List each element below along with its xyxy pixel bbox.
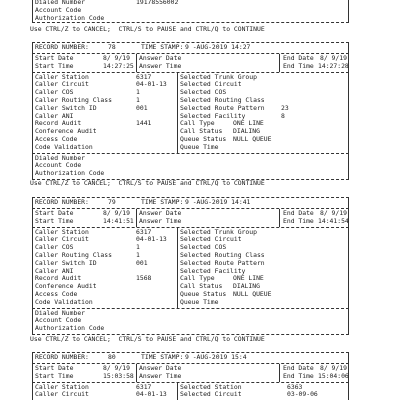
caller-station-label: Caller Station: [35, 227, 89, 236]
caller-station-label: Caller Station: [35, 382, 89, 391]
call-status-value: DIALING: [233, 127, 260, 136]
call-type-label: Call Type: [180, 119, 215, 128]
caller-ani-label: Caller ANI: [35, 266, 74, 275]
caller-routing-class-value: 1: [136, 250, 140, 259]
time-stamp-label: TIME STAMP:: [141, 198, 184, 206]
call-status-label: Call Status: [180, 282, 223, 291]
queue-status-value: NULL QUEUE: [233, 134, 272, 143]
start-time-value: 14:27:25: [103, 61, 134, 70]
time-stamp-value: 9 -AUG-2019 15:4: [185, 353, 247, 361]
record-number-label: RECORD NUMBER:: [35, 198, 89, 206]
selected-route-pattern-value: 23: [281, 103, 289, 112]
dialed-number-label: Dialed Number: [35, 0, 86, 6]
call-status-label: Call Status: [180, 127, 223, 136]
cancel-instruction: Use CTRL/Z to CANCEL; CTRL/S to PAUSE and CTRL/Q to CONTINUE: [30, 179, 265, 187]
dialed-number-label: Dialed Number: [35, 308, 86, 317]
queue-time-label: Queue Time: [180, 142, 219, 151]
access-code-label: Access Code: [35, 134, 78, 143]
selected-route-pattern-label: Selected Route Pattern: [180, 258, 265, 267]
caller-ani-label: Caller ANI: [35, 111, 74, 120]
selected-facility-label: Selected Facility: [180, 266, 246, 275]
record-number-value: 80: [108, 353, 116, 361]
end-time-value: 15:04:06: [318, 371, 349, 380]
end-time-value: 14:27:28: [318, 61, 349, 70]
start-time-value: 15:03:58: [103, 371, 134, 380]
caller-routing-class-value: 1: [136, 95, 140, 104]
end-time-label: End Time: [283, 216, 314, 225]
answer-date-label: Answer Date: [139, 364, 182, 372]
selected-circuit-label: Selected Circuit: [180, 390, 242, 399]
start-time-label: Start Time: [35, 61, 74, 70]
access-code-label: Access Code: [35, 289, 78, 298]
conference-audit-label: Conference Audit: [35, 127, 97, 136]
caller-cos-value: 1: [136, 88, 140, 97]
answer-date-label: Answer Date: [139, 54, 182, 62]
selected-facility-label: Selected Facility: [180, 111, 246, 120]
start-date-label: Start Date: [35, 364, 74, 372]
record-number-label: RECORD NUMBER:: [35, 353, 89, 361]
selected-cos-label: Selected COS: [180, 88, 227, 97]
record-number-value: 78: [108, 43, 116, 51]
caller-routing-class-label: Caller Routing Class: [35, 95, 112, 104]
time-stamp-value: 9 -AUG-2019 14:41: [185, 198, 251, 206]
call-type-value: ONE LINE: [233, 274, 264, 283]
code-validation-label: Code Validation: [35, 142, 93, 151]
cancel-instruction: Use CTRL/Z to CANCEL; CTRL/S to PAUSE and CTRL/Q to CONTINUE: [30, 25, 265, 33]
authorization-code-label: Authorization Code: [35, 169, 105, 178]
authorization-code-label: Authorization Code: [35, 324, 105, 333]
selected-routing-class-label: Selected Routing Class: [180, 95, 265, 104]
cancel-instruction: Use CTRL/Z to CANCEL; CTRL/S to PAUSE and CTRL/Q to CONTINUE: [30, 335, 265, 343]
time-stamp-value: 9 -AUG-2019 14:27: [185, 43, 251, 51]
call-type-label: Call Type: [180, 274, 215, 283]
record-80: [32, 352, 349, 400]
selected-facility-value: 8: [281, 111, 285, 120]
account-code-label: Account Code: [35, 316, 82, 325]
record-79: [32, 197, 349, 335]
caller-circuit-value: 04-01-13: [136, 80, 167, 89]
queue-time-label: Queue Time: [180, 297, 219, 306]
caller-circuit-value: 04-01-13: [136, 235, 167, 244]
record-number-value: 79: [108, 198, 116, 206]
queue-status-label: Queue Status: [180, 134, 227, 143]
answer-date-label: Answer Date: [139, 209, 182, 217]
call-type-value: ONE LINE: [233, 119, 264, 128]
caller-switch-id-value: 001: [136, 103, 148, 112]
selected-routing-class-label: Selected Routing Class: [180, 250, 265, 259]
end-time-label: End Time: [283, 61, 314, 70]
account-code-label: Account Code: [35, 5, 82, 14]
caller-circuit-label: Caller Circuit: [35, 80, 89, 89]
queue-status-label: Queue Status: [180, 289, 227, 298]
start-date-value: 8/ 9/19: [103, 54, 130, 62]
end-date-label: End Date: [283, 54, 314, 62]
start-date-label: Start Date: [35, 54, 74, 62]
caller-routing-class-label: Caller Routing Class: [35, 250, 112, 259]
caller-circuit-label: Caller Circuit: [35, 235, 89, 244]
answer-time-label: Answer Time: [139, 216, 182, 225]
end-time-label: End Time: [283, 371, 314, 380]
selected-station-label: Selected Station: [180, 382, 242, 391]
record-audit-label: Record Audit: [35, 274, 82, 283]
end-date-value: 8/ 9/19: [320, 209, 347, 217]
end-time-value: 14:41:54: [318, 216, 349, 225]
caller-station-label: Caller Station: [35, 72, 89, 81]
caller-circuit-value: 04-01-13: [136, 390, 167, 399]
selected-trunk-group-label: Selected Trunk Group: [180, 72, 257, 81]
caller-switch-id-label: Caller Switch ID: [35, 103, 97, 112]
start-date-label: Start Date: [35, 209, 74, 217]
start-time-value: 14:41:51: [103, 216, 134, 225]
caller-station-value: 6317: [136, 382, 152, 391]
record-number-label: RECORD NUMBER:: [35, 43, 89, 51]
start-time-label: Start Time: [35, 216, 74, 225]
selected-circuit-value: 03-09-06: [287, 390, 318, 399]
caller-cos-value: 1: [136, 243, 140, 252]
time-stamp-label: TIME STAMP:: [141, 43, 184, 51]
caller-cos-label: Caller COS: [35, 243, 74, 252]
code-validation-label: Code Validation: [35, 297, 93, 306]
conference-audit-label: Conference Audit: [35, 282, 97, 291]
start-time-label: Start Time: [35, 371, 74, 380]
caller-cos-label: Caller COS: [35, 88, 74, 97]
dialed-number-value: 19178556002: [136, 0, 179, 6]
caller-switch-id-value: 001: [136, 258, 148, 267]
caller-circuit-label: Caller Circuit: [35, 390, 89, 399]
queue-status-value: NULL QUEUE: [233, 289, 272, 298]
answer-time-label: Answer Time: [139, 61, 182, 70]
selected-trunk-group-label: Selected Trunk Group: [180, 227, 257, 236]
end-date-value: 8/ 9/19: [320, 364, 347, 372]
end-date-value: 8/ 9/19: [320, 54, 347, 62]
selected-station-value: 6363: [287, 382, 303, 391]
start-date-value: 8/ 9/19: [103, 364, 130, 372]
record-audit-value: 1568: [136, 274, 152, 283]
account-code-label: Account Code: [35, 161, 82, 170]
call-status-value: DIALING: [233, 282, 260, 291]
record-78: [32, 42, 349, 180]
record-audit-label: Record Audit: [35, 119, 82, 128]
selected-route-pattern-label: Selected Route Pattern: [180, 103, 265, 112]
previous-record-fragment: [32, 0, 349, 23]
caller-station-value: 6317: [136, 72, 152, 81]
selected-cos-label: Selected COS: [180, 243, 227, 252]
authorization-code-label: Authorization Code: [35, 13, 105, 22]
caller-switch-id-label: Caller Switch ID: [35, 258, 97, 267]
start-date-value: 8/ 9/19: [103, 209, 130, 217]
answer-time-label: Answer Time: [139, 371, 182, 380]
caller-station-value: 6317: [136, 227, 152, 236]
selected-circuit-label: Selected Circuit: [180, 235, 242, 244]
end-date-label: End Date: [283, 209, 314, 217]
dialed-number-label: Dialed Number: [35, 153, 86, 162]
selected-circuit-label: Selected Circuit: [180, 80, 242, 89]
record-audit-value: 1441: [136, 119, 152, 128]
time-stamp-label: TIME STAMP:: [141, 353, 184, 361]
end-date-label: End Date: [283, 364, 314, 372]
